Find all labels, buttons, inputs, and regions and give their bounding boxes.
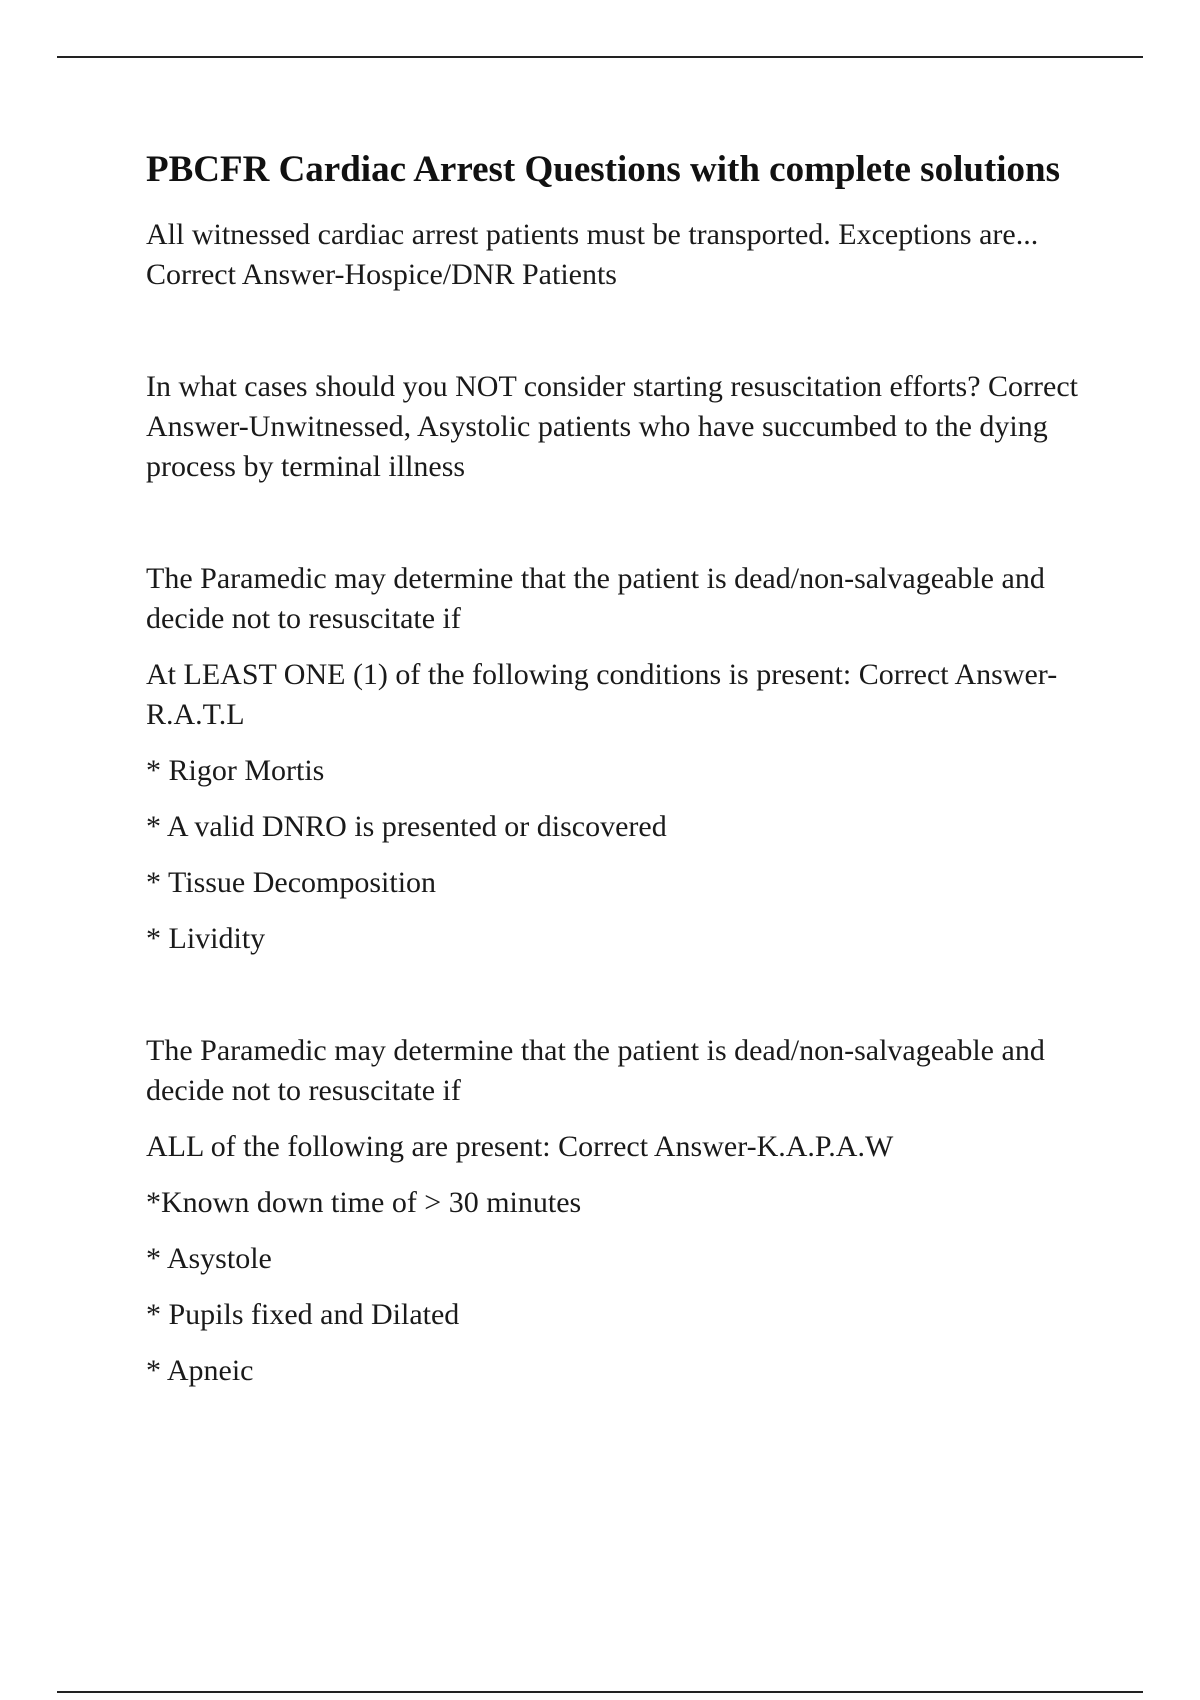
q3-item-valid-dnro: * A valid DNRO is presented or discovered <box>146 810 667 843</box>
document-title: PBCFR Cardiac Arrest Questions with complete solutions <box>146 149 1060 190</box>
bottom-rule <box>57 1691 1143 1693</box>
q3-item-rigor-mortis: * Rigor Mortis <box>146 754 325 787</box>
top-rule <box>57 56 1143 58</box>
q3-item-tissue-decomposition: * Tissue Decomposition <box>146 866 437 899</box>
q4-item-asystole: * Asystole <box>146 1242 272 1275</box>
document-body <box>146 145 1086 1391</box>
q4-item-known-down-time: *Known down time of > 30 minutes <box>146 1186 582 1219</box>
q2-text: In what cases should you NOT consider starting resuscitation efforts? Correct Answer-Unwitnessed, Asystolic patients who have succumbed to the dying process by terminal illness <box>146 370 1078 483</box>
q4-prompt: The Paramedic may determine that the patient is dead/non-salvageable and decide not to resuscitate if <box>146 1034 1045 1107</box>
q4-item-pupils-fixed: * Pupils fixed and Dilated <box>146 1298 460 1331</box>
q3-prompt: The Paramedic may determine that the patient is dead/non-salvageable and decide not to resuscitate if <box>146 562 1045 635</box>
q3-answer: At LEAST ONE (1) of the following conditions is present: Correct Answer-R.A.T.L <box>146 658 1058 731</box>
q3-item-lividity: * Lividity <box>146 922 266 955</box>
q1-text: All witnessed cardiac arrest patients must be transported. Exceptions are... Correct Answer-Hospice/DNR Patients <box>146 218 1039 291</box>
q4-item-apneic: * Apneic <box>146 1354 254 1387</box>
q4-answer: ALL of the following are present: Correct Answer-K.A.P.A.W <box>146 1130 894 1163</box>
